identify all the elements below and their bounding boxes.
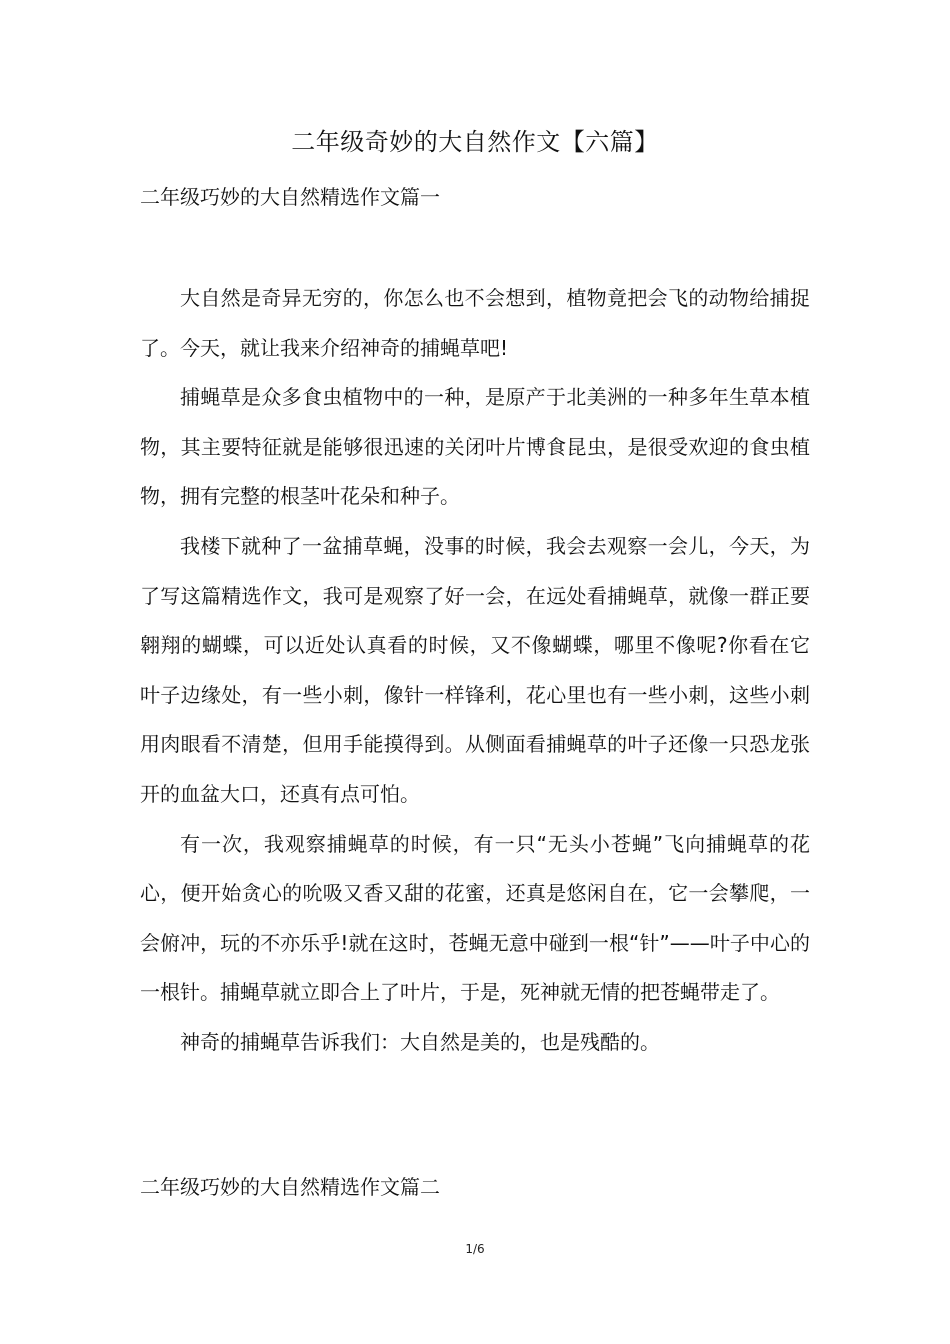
page-number: 1/6 — [465, 1242, 485, 1256]
paragraph-4: 有一次，我观察捕蝇草的时候，有一只“无头小苍蝇”飞向捕蝇草的花心，便开始贪心的吮吸又香又甜的花蜜，还真是悠闲自在，它一会攀爬，一会俯冲，玩的不亦乐乎!就在这时，苍蝇无意中碰到一根“针”——叶子中心的一根针。捕蝇草就立即合上了叶片，于是，死神就无情的把苍蝇带走了。 — [140, 831, 810, 1005]
document-title: 二年级奇妙的大自然作文【六篇】 — [291, 128, 659, 156]
section-two-heading: 二年级巧妙的大自然精选作文篇二 — [140, 1175, 440, 1199]
paragraph-5: 神奇的捕蝇草告诉我们：大自然是美的，也是残酷的。 — [180, 1029, 660, 1054]
paragraph-1: 大自然是奇异无穷的，你怎么也不会想到，植物竟把会飞的动物给捕捉了。今天，就让我来介绍神奇的捕蝇草吧! — [140, 286, 810, 360]
paragraph-3: 我楼下就种了一盆捕草蝇，没事的时候，我会去观察一会儿，今天，为了写这篇精选作文，我可是观察了好一会，在远处看捕蝇草，就像一群正要翱翔的蝴蝶，可以近处认真看的时候，又不像蝴蝶，哪里不像呢?你看在它叶子边缘处，有一些小刺，像针一样锋利，花心里也有一些小刺，这些小刺用肉眼看不清楚，但用手能摸得到。从侧面看捕蝇草的叶子还像一只恐龙张开的血盆大口，还真有点可怕。 — [140, 533, 810, 806]
section-one-heading: 二年级巧妙的大自然精选作文篇一 — [140, 185, 440, 209]
essay-body — [140, 274, 810, 1068]
paragraph-2: 捕蝇草是众多食虫植物中的一种，是原产于北美洲的一种多年生草本植物，其主要特征就是能够很迅速的关闭叶片博食昆虫，是很受欢迎的食虫植物，拥有完整的根茎叶花朵和种子。 — [140, 385, 810, 509]
